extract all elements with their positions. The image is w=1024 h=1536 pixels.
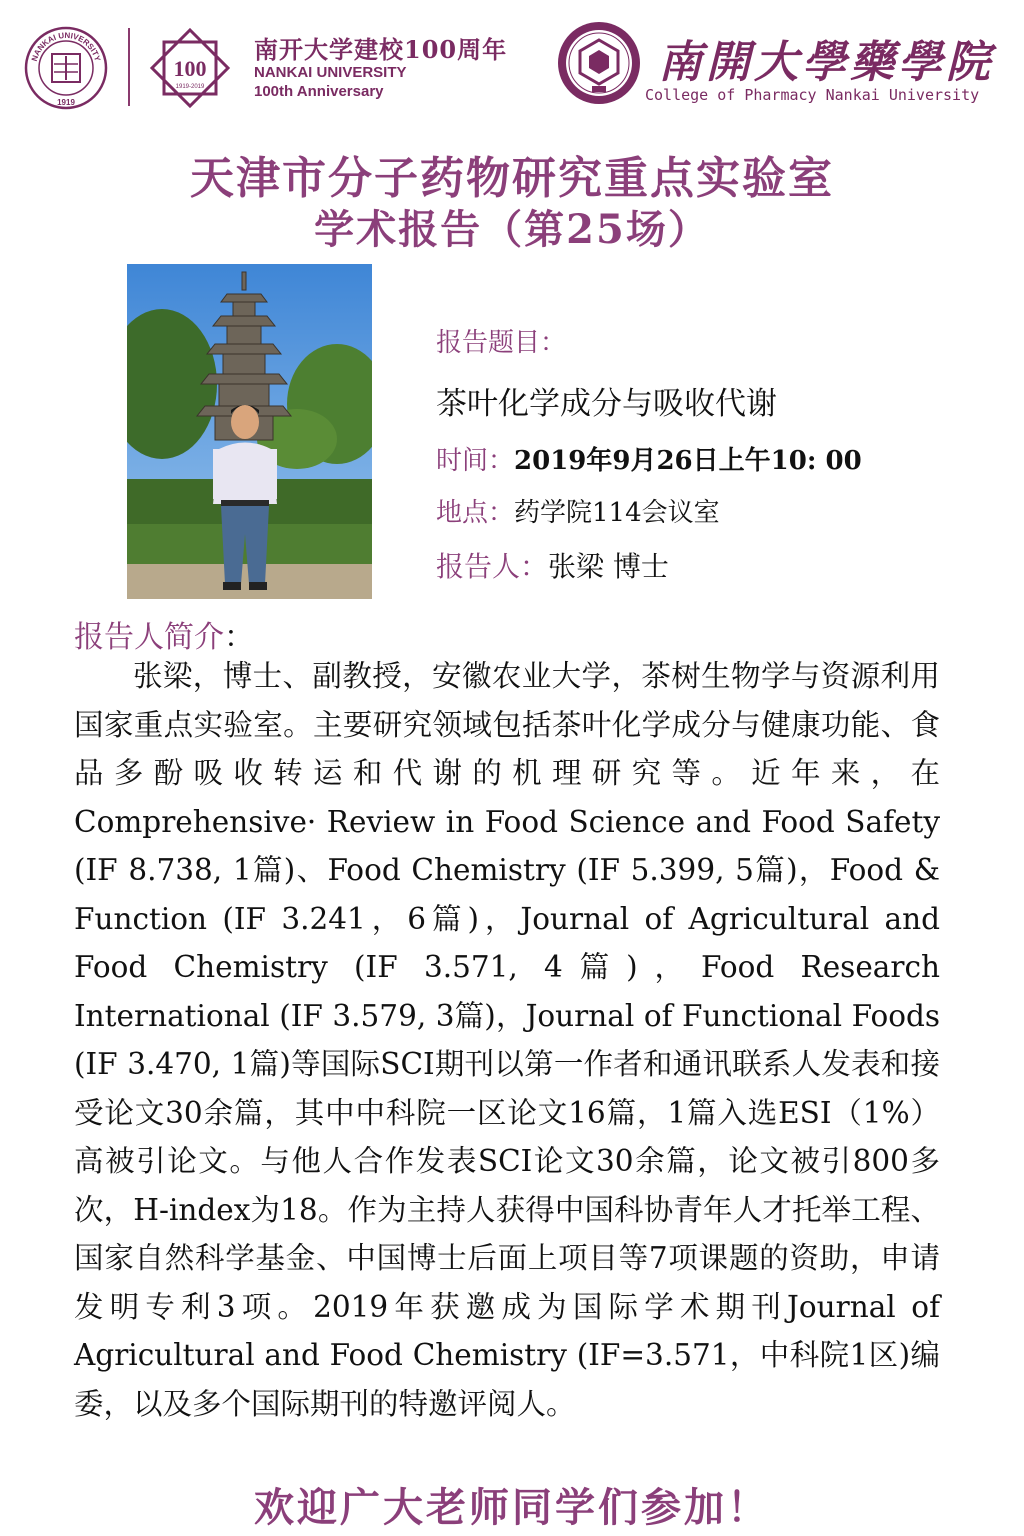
speaker-photo bbox=[127, 264, 372, 599]
lab-title: 天津市分子药物研究重点实验室 bbox=[190, 153, 834, 204]
time-value: 2019年9月26日上午10: 00 bbox=[514, 446, 862, 476]
report-title: 学术报告（第25场） bbox=[314, 206, 710, 253]
seal-year: 1919 bbox=[57, 98, 75, 107]
place-value: 药学院114会议室 bbox=[514, 498, 720, 528]
speaker-name: 张梁 博士 bbox=[548, 550, 669, 583]
time-label: 时间： bbox=[436, 446, 515, 476]
seal-arc-text: NANKAI UNIVERSITY bbox=[29, 30, 103, 63]
speaker-row bbox=[436, 545, 669, 585]
time-row bbox=[436, 440, 862, 477]
speaker-label: 报告人： bbox=[436, 550, 549, 583]
talk-topic: 茶叶化学成分与吸收代谢 bbox=[436, 386, 777, 422]
bio-heading-text: 报告人简介 bbox=[74, 620, 224, 655]
svg-text:1919-2019: 1919-2019 bbox=[175, 84, 205, 90]
topic-label: 报告题目： bbox=[436, 328, 567, 358]
welcome-message: 欢迎广大老师同学们参加！ bbox=[254, 1484, 770, 1531]
place-label: 地点： bbox=[436, 498, 515, 528]
anniversary-100-logo bbox=[148, 26, 232, 110]
anniversary-subtitle-en: 100th Anniversary bbox=[254, 83, 384, 100]
bio-heading-colon: ： bbox=[224, 620, 254, 655]
bio-heading bbox=[74, 612, 254, 656]
bio-text: 张梁，博士、副教授，安徽农业大学，茶树生物学与资源利用国家重点实验室。主要研究领域包括茶叶化学成分与健康功能、食品多酚吸收转运和代谢的机理研究等。近年来，在Comprehensive· Review in Food Science and Food Safety (IF 8.738, 1篇)、Food Chemistry (IF 5.399, 5篇)，Food & Function (IF 3.241，6篇)，Journal of Agricultural and Food Chemistry (IF 3.571, 4篇)，Food Research International (IF 3.579, 3篇)，Journal of Functional Foods (IF 3.470, 1篇)等国际SCI期刊以第一作者和通讯联系人发表和接受论文30余篇，其中中科院一区论文16篇，1篇入选ESI（1%）高被引论文。与他人合作发表SCI论文30余篇，论文被引800多次，H-index为18。作为主持人获得中国科协青年人才托举工程、国家自然科学基金、中国博士后面上项目等7项课题的资助，申请发明专利3项。2019年获邀成为国际学术期刊Journal of Agricultural and Food Chemistry (IF=3.571，中科院1区)编委，以及多个国际期刊的特邀评阅人。 bbox=[74, 659, 940, 1421]
anniversary-title-en: NANKAI UNIVERSITY bbox=[254, 64, 407, 81]
place-row bbox=[436, 492, 720, 529]
nankai-university-seal bbox=[24, 26, 108, 110]
college-of-pharmacy-seal bbox=[556, 20, 642, 106]
college-name-en: College of Pharmacy Nankai University bbox=[645, 86, 980, 104]
anniversary-title-cn: 南开大学建校100周年 bbox=[254, 35, 508, 64]
college-name-cn: 南開大學藥學院 bbox=[658, 37, 994, 88]
svg-text:100: 100 bbox=[173, 56, 207, 81]
header-divider bbox=[128, 28, 130, 106]
